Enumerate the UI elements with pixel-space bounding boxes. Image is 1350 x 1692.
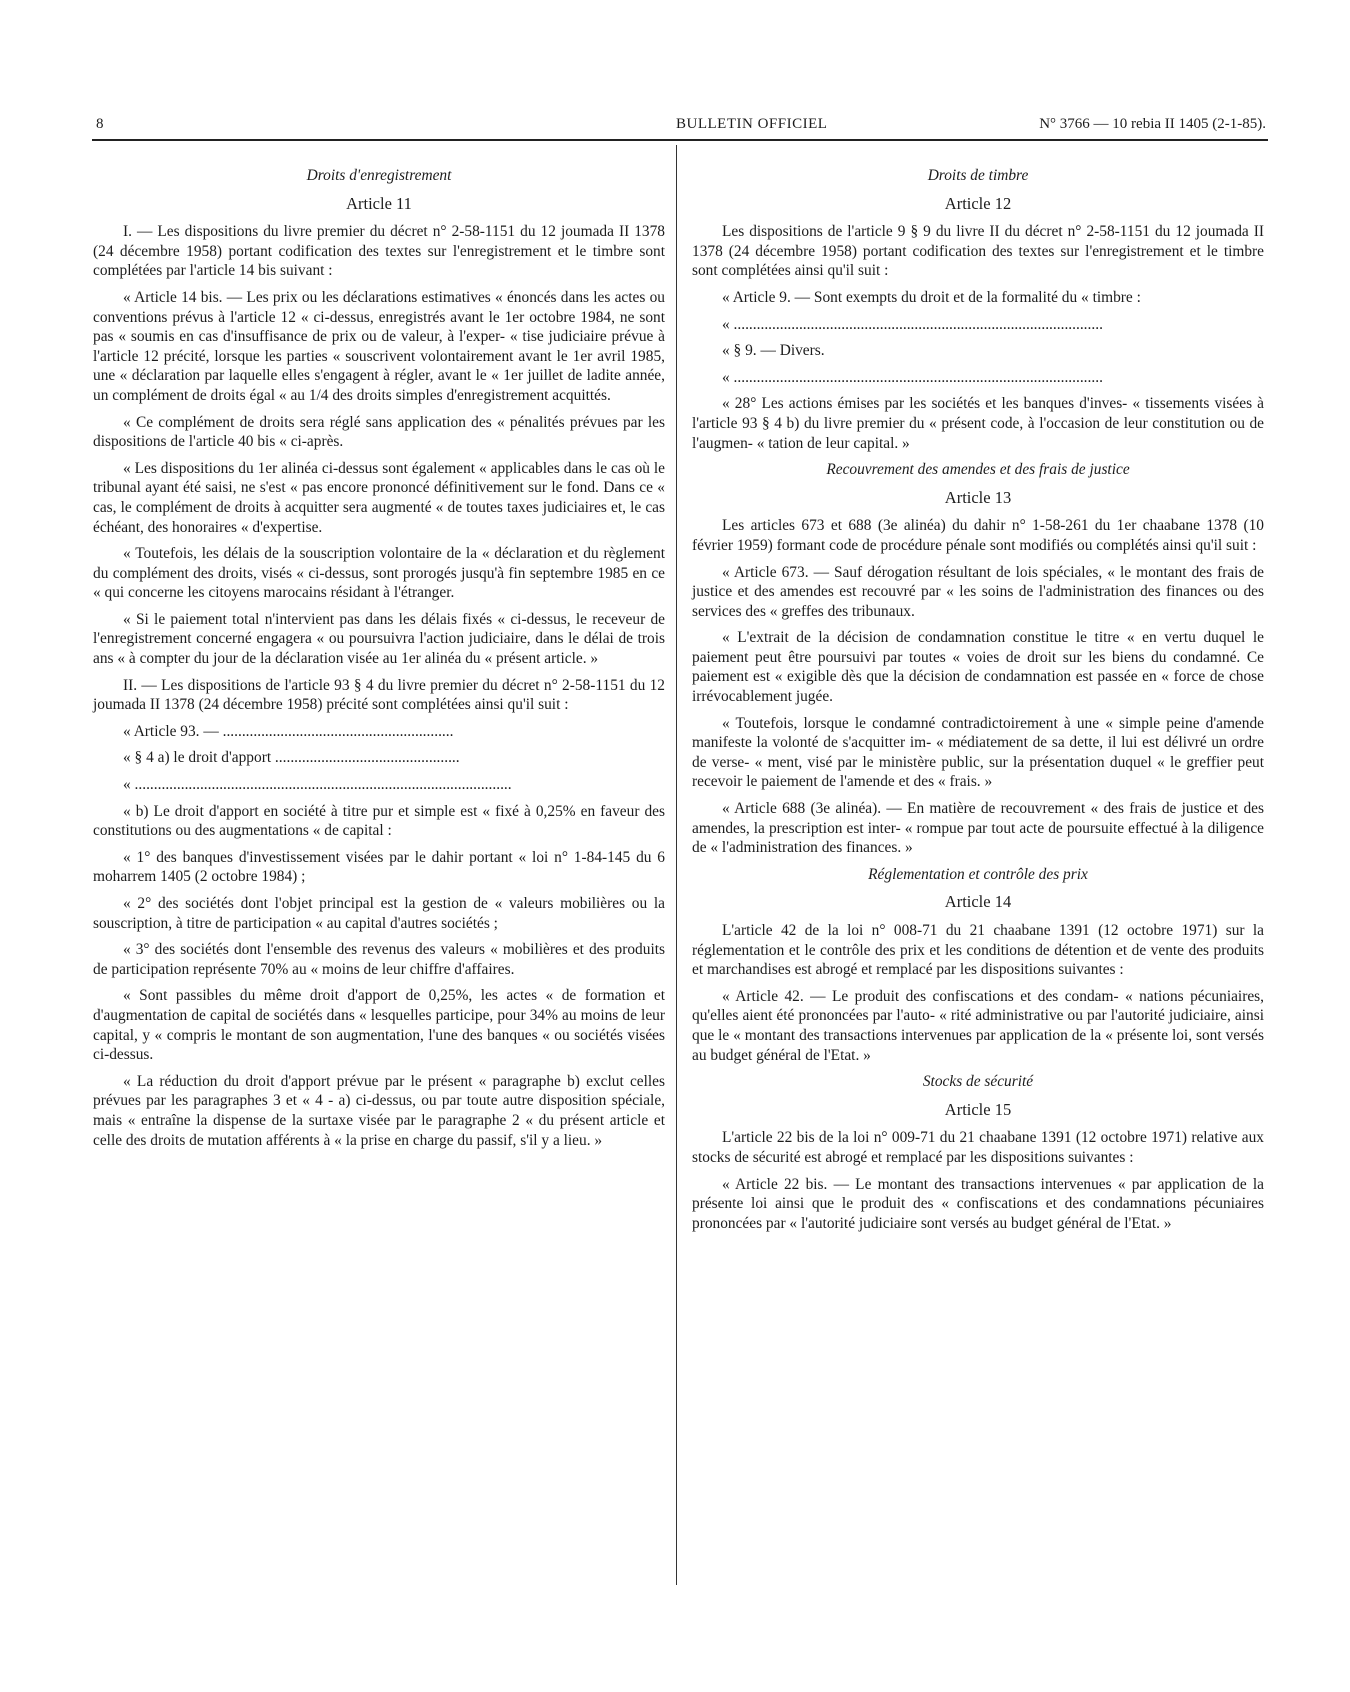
paragraph: « Toutefois, lorsque le condamné contradictoirement à une « simple peine d'amende manifeste la volonté de s'acquitter im- « médiatement de sa dette, il lui est délivré un ordre de verse- « ment, visé par le ministère public, sur la présentation duquel « le greffier peut recevoir le paiement de l'amende et des « frais. » — [692, 714, 1264, 791]
paragraph: « ................................................................................................ — [722, 368, 1103, 386]
paragraph: « 3° des sociétés dont l'ensemble des revenus des valeurs « mobilières et des produits de participation représente 70% au « moins de leur chiffre d'affaires. — [93, 941, 665, 978]
paragraph: « Article 673. — Sauf dérogation résultant de lois spéciales, « le montant des frais de justice et des amendes est recouvré par « les soins de l'administration des finances ou des services des « greffes des tribunaux. — [692, 563, 1264, 620]
paragraph: « ................................................................................................ — [722, 315, 1103, 333]
paragraph: Les articles 673 et 688 (3e alinéa) du dahir n° 1-58-261 du 1er chaabane 1378 (10 février 1959) formant code de procédure pénale sont modifiés ou complétés ainsi qu'il suit : — [692, 517, 1264, 554]
paragraph: « Si le paiement total n'intervient pas dans les délais fixés « ci-dessus, le receveur de l'enregistrement concerné engagera « ou poursuivra l'action judiciaire, dans le délai de trois ans « à compter du jour de la déclaration visée au 1er alinéa du « présent article. » — [93, 610, 665, 668]
paragraph: « Ce complément de droits sera réglé sans application des « pénalités prévues par les dispositions de l'article 40 bis « ci-après. — [93, 413, 665, 451]
paragraph: « Article 42. — Le produit des confiscations et des condam- « nations pécuniaires, qu'elles aient été prononcées par l'auto- « rité administrative ou par l'autorité judiciaire, ainsi que le « montant des transactions intervenues par application de la « présente loi, sont versés au budget général de l'Etat. » — [692, 987, 1264, 1064]
paragraph: « Article 688 (3e alinéa). — En matière de recouvrement « des frais de justice et des amendes, la prescription est inter- « rompue par tout acte de poursuite effectué à la diligence de « l'administration des finances. » — [692, 800, 1264, 857]
paragraph: L'article 42 de la loi n° 008-71 du 21 chaabane 1391 (12 octobre 1971) sur la réglementation et le contrôle des prix et les conditions de détention et de vente des produits et marchandises est abrogé et remplacé par les dispositions suivantes : — [692, 922, 1264, 979]
publication-title: BULLETIN OFFICIEL — [676, 116, 828, 132]
paragraph: « Article 22 bis. — Le montant des transactions intervenues « par application de la présente loi ainsi que le produit des « confiscations et des condamnations pécuniaires prononcées par « l'autorité judiciaire sont versés au budget général de l'Etat. » — [692, 1175, 1264, 1232]
section-heading: Stocks de sécurité — [922, 1073, 1034, 1091]
right-column — [692, 166, 1264, 1240]
paragraph: Les dispositions de l'article 9 § 9 du livre II du décret n° 2-58-1151 du 12 joumada II 1378 (24 décembre 1958) portant codification des textes sur l'enregistrement et le timbre sont complétées ainsi qu'il suit : — [692, 223, 1264, 280]
article-heading: Article 13 — [944, 487, 1012, 507]
page-header — [96, 116, 1266, 140]
section-heading: Recouvrement des amendes et des frais de justice — [826, 461, 1130, 479]
issue-number-date: N° 3766 — 10 rebia II 1405 (2-1-85). — [1039, 116, 1266, 132]
section-heading: Droits de timbre — [927, 167, 1029, 184]
article-heading: Article 12 — [944, 193, 1012, 213]
article-heading: Article 14 — [944, 892, 1012, 912]
paragraph: « Les dispositions du 1er alinéa ci-dessus sont également « applicables dans le cas où le tribunal ayant été saisi, ne s'est « pas encore prononcé définitivement sur le fond. Dans ce « cas, le complément de droits à acquitter sera augmenté « de toutes taxes judiciaires et, le cas échéant, des honoraires « d'expertise. — [93, 459, 665, 536]
paragraph: « § 4 a) le droit d'apport ................................................ — [123, 749, 460, 767]
paragraph: « 1° des banques d'investissement visées par le dahir portant « loi n° 1-84-145 du 6 moharrem 1405 (2 octobre 1984) ; — [93, 848, 665, 886]
paragraph: « Sont passibles du même droit d'apport de 0,25%, les actes « de formation et d'augmentation de capital de sociétés dans « lesquelles participe, pour 34% au moins de leur capital, y « compris le montant de son augmentation, l'une des banques « ou sociétés visées ci-dessus. — [93, 987, 665, 1064]
article-heading: Article 11 — [346, 193, 412, 213]
paragraph: « Toutefois, les délais de la souscription volontaire de la « déclaration et du règlement du complément des droits, visés « ci-dessus, sont prorogés jusqu'à fin septembre 1985 en ce « qui concerne les citoyens marocains résidant à l'étranger. — [93, 545, 665, 602]
paragraph: « Article 14 bis. — Les prix ou les déclarations estimatives « énoncés dans les actes ou conventions prévus à l'article 12 « ci-dessus, enregistrés avant le 1er octobre 1984, ne sont pas « soumis en cas d'insuffisance de prix ou de valeur, à l'exper- « tise judiciaire prévue à l'article 12 précité, lorsque les parties « souscrivent volontairement avant le 1er avril 1985, une « déclaration par laquelle elles s'engagent à régler, avant le « 1er juillet de ladite année, un complément de droits égal « au 1/4 des droits simples d'enregistrement acquittés. — [93, 288, 665, 404]
paragraph: « .................................................................................................. — [123, 776, 512, 794]
paragraph: « Article 93. — ............................................................ — [123, 722, 454, 740]
page-number: 8 — [96, 116, 104, 132]
paragraph: « 28° Les actions émises par les sociétés et les banques d'inves- « tissements visées à l'article 93 § 4 b) du livre premier du « présent code, à l'occasion de leur constitution ou de l'augmen- « tation de leur capital. » — [692, 395, 1264, 452]
header-rule — [92, 139, 1268, 141]
paragraph: I. — Les dispositions du livre premier du décret n° 2-58-1151 du 12 joumada II 1378 (24 décembre 1958) portant codification des textes sur l'enregistrement et le timbre sont complétées par l'article 14 bis suivant : — [93, 223, 665, 280]
section-heading: Droits d'enregistrement — [306, 167, 452, 184]
paragraph: « 2° des sociétés dont l'objet principal est la gestion de « valeurs mobilières ou la souscription, à titre de participation « au capital d'autres sociétés ; — [93, 895, 665, 932]
paragraph: « § 9. — Divers. — [722, 342, 825, 360]
left-column — [93, 166, 665, 1157]
paragraph: « La réduction du droit d'apport prévue par le présent « paragraphe b) exclut celles prévues par les paragraphes 3 et « 4 - a) ci-dessus, ou par toute autre disposition spéciale, mais « entraîne la dispense de la surtaxe visée par le paragraphe 2 « du présent article et celle des droits de mutation afférents à « la prise en charge du passif, s'il y a lieu. » — [93, 1072, 665, 1149]
paragraph: « b) Le droit d'apport en société à titre pur et simple est « fixé à 0,25% en faveur des constitutions ou des augmentations « de capital : — [93, 802, 665, 840]
paragraph: « Article 9. — Sont exempts du droit et de la formalité du « timbre : — [722, 288, 1141, 306]
article-heading: Article 15 — [944, 1099, 1012, 1119]
paragraph: L'article 22 bis de la loi n° 009-71 du 21 chaabane 1391 (12 octobre 1971) relative aux stocks de sécurité est abrogé et remplacé par les dispositions suivantes : — [692, 1129, 1264, 1166]
paragraph: « L'extrait de la décision de condamnation constitue le titre « en vertu duquel le paiement peut être poursuivi par toutes « voies de droit sur les biens du condamné. Ce paiement est « exigible dès que la décision de condamnation est passée en « force de chose irrévocablement jugée. — [692, 629, 1264, 706]
section-heading: Réglementation et contrôle des prix — [868, 865, 1088, 883]
column-divider — [676, 145, 677, 1585]
paragraph: II. — Les dispositions de l'article 93 § 4 du livre premier du décret n° 2-58-1151 du 12 joumada II 1378 (24 décembre 1958) précité sont complétées ainsi qu'il suit : — [93, 676, 665, 714]
